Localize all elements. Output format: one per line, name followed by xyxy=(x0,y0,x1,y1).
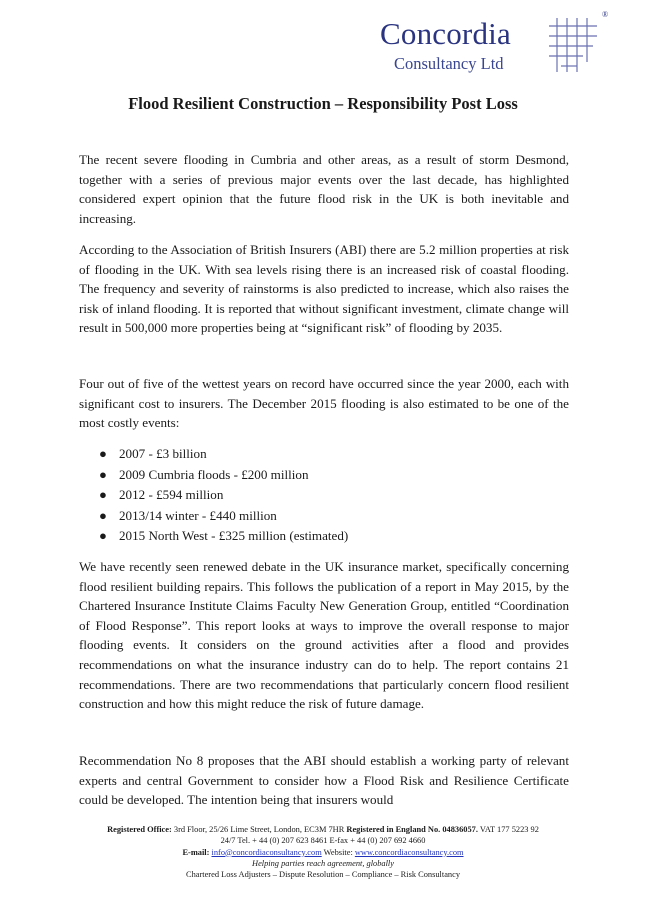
list-item: ● 2013/14 winter - £440 million xyxy=(79,506,569,527)
document-title: Flood Resilient Construction – Responsibility Post Loss xyxy=(128,94,518,113)
vat-number: VAT 177 5223 92 xyxy=(479,825,539,834)
page-footer xyxy=(0,824,646,880)
footer-line-1 xyxy=(0,824,646,835)
list-item: ● 2015 North West - £325 million (estimated) xyxy=(79,526,569,547)
website-link[interactable]: www.concordiaconsultancy.com xyxy=(354,847,464,857)
grid-logo-icon xyxy=(547,16,599,74)
paragraph-abi: According to the Association of British Insurers (ABI) there are 5.2 million properties at risk of flooding in the UK. With sea levels rising there is an increased risk of coastal flooding. The frequency and severity of rainstorms is also predicted to increase, which also raises the risk of inland flooding. It is reported that without significant investment, climate change will result in 500,000 more properties being at “significant risk” of flooding by 2035. xyxy=(79,242,569,336)
footer-line-2 xyxy=(0,835,646,846)
footer-line-3 xyxy=(0,847,646,858)
list-item: ● 2009 Cumbria floods - £200 million xyxy=(79,465,569,486)
bullet-icon: ● xyxy=(99,507,107,523)
efax-number: E-fax + 44 (0) 207 692 4660 xyxy=(329,836,426,846)
list-item: ● 2012 - £594 million xyxy=(79,485,569,506)
registered-office-address: 3rd Floor, 25/26 Lime Street, London, EC3M 7HR xyxy=(173,825,345,834)
bullet-icon: ● xyxy=(99,446,107,461)
email-link[interactable]: info@concordiaconsultancy.com xyxy=(211,847,322,857)
footer-services: Chartered Loss Adjusters – Dispute Resolution – Compliance – Risk Consultancy xyxy=(185,870,461,880)
registered-in-text: Registered in England No. 04836057. xyxy=(346,825,478,834)
list-item: ● 2007 - £3 billion xyxy=(79,444,569,465)
registered-mark: ® xyxy=(602,10,609,19)
email-label: E-mail: xyxy=(182,847,210,857)
bullet-icon: ● xyxy=(99,528,107,544)
paragraph-wettest-years: Four out of five of the wettest years on record have occurred since the year 2000, each with significant cost to insurers. The December 2015 flooding is also estimated to be one of the most costly events: xyxy=(79,376,569,431)
paragraph-intro: The recent severe flooding in Cumbria and other areas, as a result of storm Desmond, together with a series of previous major events over the last decade, has highlighted considered expert opinion that the future flood risk in the UK is both inevitable and increasing. xyxy=(79,152,569,226)
registered-office-label: Registered Office: xyxy=(107,825,172,834)
footer-tagline: Helping parties reach agreement, globally xyxy=(252,858,394,868)
paragraph-debate: We have recently seen renewed debate in the UK insurance market, specifically concerning flood resilient building repairs. This follows the publication of a report in May 2015, by the Chartered Insurance Institute Claims Faculty New Generation Group, entitled “Coordination of Flood Response”. This report looks at ways to improve the overall response to major flooding events. It considers on the ground activities after a flood and provides recommendations on what the insurance industry can do to help. The report contains 21 recommendations. There are two recommendations that particularly concern flood resilient construction and how this might reduce the risk of future damage. xyxy=(79,559,569,712)
paragraph-recommendation-8: Recommendation No 8 proposes that the ABI should establish a working party of relevant experts and central Government to consider how a Flood Risk and Resilience Certificate could be developed. The intention being that insurers would xyxy=(79,753,569,808)
company-logo xyxy=(380,12,620,82)
logo-name: Concordia xyxy=(380,16,511,51)
bullet-icon: ● xyxy=(99,487,107,503)
bullet-icon: ● xyxy=(99,466,107,482)
phone-number: 24/7 Tel. + 44 (0) 207 623 8461 xyxy=(220,836,328,846)
logo-subtitle: Consultancy Ltd xyxy=(394,54,504,73)
flood-cost-list xyxy=(79,444,569,547)
website-label: Website: xyxy=(323,847,353,857)
